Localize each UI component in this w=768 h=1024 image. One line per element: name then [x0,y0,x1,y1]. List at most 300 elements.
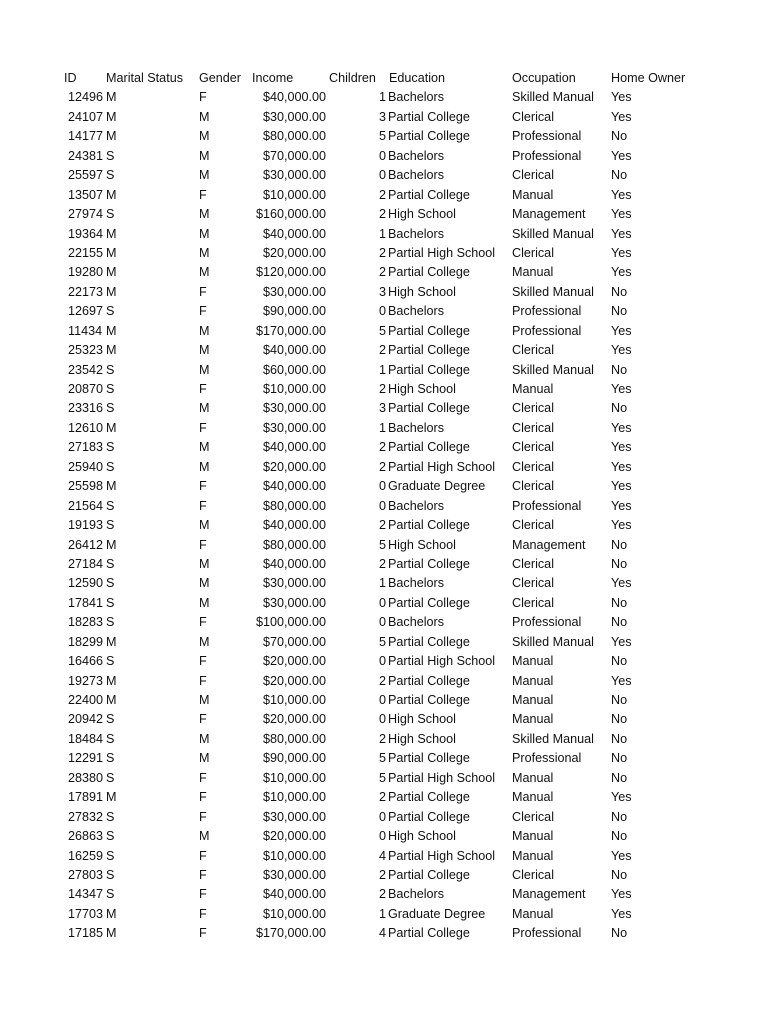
cell-income: $30,000.00 [262,420,326,435]
cell-id: 20870 [68,382,104,396]
cell-marital-status: S [106,148,115,163]
cell-occupation: Clerical [512,595,554,610]
table-row [0,225,768,244]
cell-home-owner: No [611,751,628,766]
table-row [0,166,768,185]
cell-education: Bachelors [388,304,445,319]
cell-education: High School [388,829,456,844]
table-row [0,536,768,555]
cell-home-owner: Yes [611,673,632,688]
cell-marital-status: M [106,790,117,805]
cell-income: $120,000.00 [255,265,326,280]
cell-income: $40,000.00 [262,343,326,358]
cell-income: $30,000.00 [262,809,326,824]
table-row [0,633,768,652]
cell-marital-status: M [106,420,117,435]
cell-gender: F [199,770,207,785]
cell-education: Partial College [388,926,470,941]
table-row [0,341,768,360]
cell-marital-status: M [106,109,117,124]
cell-gender: M [199,109,210,124]
cell-id: 19273 [68,673,104,688]
cell-occupation: Clerical [512,440,554,455]
cell-occupation: Manual [512,382,554,396]
cell-occupation: Manual [512,829,554,844]
cell-marital-status: S [106,712,115,727]
cell-marital-status: M [106,187,117,202]
cell-occupation: Clerical [512,245,554,260]
cell-id: 17703 [68,906,104,921]
cell-gender: M [199,829,210,844]
cell-occupation: Skilled Manual [512,284,594,299]
cell-marital-status: S [106,654,115,669]
cell-income: $20,000.00 [262,245,326,260]
cell-occupation: Manual [512,673,554,688]
cell-home-owner: Yes [611,906,632,921]
cell-marital-status: M [106,265,117,280]
cell-home-owner: No [611,168,628,183]
cell-children: 2 [379,245,387,260]
cell-children: 2 [379,790,387,805]
cell-education: Partial College [388,343,470,358]
table-row [0,555,768,574]
cell-occupation: Clerical [512,168,554,183]
cell-income: $30,000.00 [262,576,326,591]
cell-gender: F [199,906,207,921]
cell-education: Bachelors [388,168,445,183]
cell-income: $30,000.00 [262,168,326,183]
cell-income: $10,000.00 [262,790,326,805]
table-row [0,788,768,807]
cell-education: High School [388,712,456,727]
cell-home-owner: No [611,654,628,669]
cell-home-owner: Yes [611,245,632,260]
cell-education: Partial College [388,129,470,144]
cell-children: 3 [379,109,387,124]
cell-occupation: Professional [512,751,582,766]
cell-id: 17891 [68,790,104,805]
cell-education: Partial College [388,595,470,610]
cell-marital-status: M [106,343,117,358]
header-education: Education [389,71,446,85]
cell-id: 20942 [68,712,104,727]
cell-home-owner: Yes [611,498,632,513]
cell-gender: F [199,867,207,882]
cell-children: 5 [379,537,387,552]
cell-home-owner: Yes [611,440,632,455]
table-row [0,322,768,341]
header-children: Children [329,71,376,85]
cell-occupation: Professional [512,129,582,144]
cell-gender: M [199,323,210,338]
cell-education: Bachelors [388,148,445,163]
cell-home-owner: Yes [611,420,632,435]
cell-marital-status: S [106,498,115,513]
cell-marital-status: S [106,401,115,416]
cell-income: $40,000.00 [262,479,326,494]
cell-children: 2 [379,343,387,358]
cell-marital-status: S [106,440,115,455]
cell-income: $30,000.00 [262,284,326,299]
table-row [0,691,768,710]
cell-home-owner: No [611,731,628,746]
cell-occupation: Clerical [512,459,554,474]
cell-marital-status: S [106,770,115,785]
cell-education: Partial College [388,634,470,649]
cell-home-owner: Yes [611,323,632,338]
cell-income: $20,000.00 [262,712,326,727]
table-row [0,866,768,885]
cell-marital-status: S [106,576,115,591]
cell-home-owner: No [611,401,628,416]
cell-occupation: Skilled Manual [512,731,594,746]
cell-gender: F [199,90,207,105]
cell-education: High School [388,731,456,746]
cell-id: 27184 [68,556,104,571]
cell-children: 2 [379,207,387,222]
cell-marital-status: M [106,284,117,299]
cell-gender: M [199,148,210,163]
cell-marital-status: S [106,848,115,863]
cell-marital-status: M [106,479,117,494]
cell-children: 2 [379,382,387,396]
cell-education: Partial College [388,362,470,377]
cell-gender: F [199,809,207,824]
cell-home-owner: No [611,362,628,377]
table-row [0,88,768,107]
cell-income: $20,000.00 [262,673,326,688]
table-row [0,905,768,924]
cell-gender: M [199,129,210,144]
cell-children: 0 [379,829,387,844]
cell-education: High School [388,207,456,222]
cell-children: 1 [379,226,387,241]
cell-education: Partial College [388,556,470,571]
cell-education: Bachelors [388,498,445,513]
cell-gender: F [199,284,207,299]
cell-education: Partial College [388,809,470,824]
cell-education: Partial College [388,790,470,805]
table-row [0,827,768,846]
cell-home-owner: Yes [611,148,632,163]
cell-children: 0 [379,498,387,513]
table-row [0,399,768,418]
cell-education: Partial College [388,323,470,338]
cell-gender: M [199,518,210,533]
cell-children: 5 [379,634,387,649]
cell-children: 4 [379,848,387,863]
cell-id: 16259 [68,848,104,863]
header-gender: Gender [199,71,242,85]
cell-marital-status: M [106,906,117,921]
cell-marital-status: S [106,867,115,882]
cell-occupation: Clerical [512,109,554,124]
cell-id: 14347 [68,887,104,902]
cell-income: $80,000.00 [262,129,326,144]
cell-education: Graduate Degree [388,479,486,494]
cell-education: Partial College [388,265,470,280]
cell-income: $90,000.00 [262,304,326,319]
cell-occupation: Skilled Manual [512,226,594,241]
cell-income: $20,000.00 [262,654,326,669]
cell-occupation: Manual [512,770,554,785]
cell-marital-status: S [106,809,115,824]
table-row [0,574,768,593]
cell-gender: F [199,479,207,494]
cell-children: 2 [379,187,387,202]
cell-income: $40,000.00 [262,887,326,902]
cell-id: 27974 [68,207,104,222]
cell-education: Partial College [388,109,470,124]
cell-gender: F [199,187,207,202]
cell-occupation: Clerical [512,420,554,435]
cell-home-owner: No [611,615,628,630]
cell-occupation: Manual [512,265,554,280]
cell-gender: M [199,265,210,280]
cell-id: 19193 [68,518,104,533]
cell-children: 1 [379,576,387,591]
cell-occupation: Manual [512,693,554,707]
cell-children: 2 [379,731,387,746]
cell-marital-status: M [106,129,117,144]
cell-occupation: Skilled Manual [512,634,594,649]
cell-income: $40,000.00 [262,226,326,241]
cell-children: 2 [379,673,387,688]
cell-id: 26863 [68,829,104,844]
cell-children: 0 [379,595,387,610]
cell-gender: M [199,401,210,416]
cell-id: 21564 [68,498,104,513]
cell-marital-status: S [106,168,115,183]
cell-education: Partial High School [388,770,496,785]
cell-income: $40,000.00 [262,90,326,105]
cell-income: $30,000.00 [262,867,326,882]
cell-home-owner: No [611,537,628,552]
cell-education: Graduate Degree [388,906,486,921]
cell-home-owner: No [611,595,628,610]
cell-children: 0 [379,712,387,727]
table-row [0,108,768,127]
cell-occupation: Management [512,207,586,222]
cell-home-owner: Yes [611,848,632,863]
table-row [0,205,768,224]
cell-income: $80,000.00 [262,537,326,552]
table-row [0,186,768,205]
cell-children: 5 [379,770,387,785]
table-row [0,147,768,166]
cell-gender: F [199,887,207,902]
cell-marital-status: S [106,887,115,902]
cell-home-owner: No [611,304,628,319]
cell-home-owner: No [611,867,628,882]
cell-children: 2 [379,887,387,902]
cell-id: 23316 [68,401,104,416]
cell-id: 26412 [68,537,104,552]
cell-children: 0 [379,654,387,669]
table-row [0,516,768,535]
cell-id: 25940 [68,459,104,474]
cell-id: 12697 [68,304,104,319]
cell-gender: M [199,459,210,474]
cell-children: 5 [379,323,387,338]
cell-income: $60,000.00 [262,362,326,377]
cell-id: 16466 [68,654,104,669]
cell-id: 17185 [68,926,104,941]
cell-occupation: Clerical [512,576,554,591]
cell-id: 27832 [68,809,104,824]
cell-gender: M [199,595,210,610]
cell-home-owner: Yes [611,459,632,474]
cell-income: $170,000.00 [255,926,326,941]
cell-marital-status: M [106,90,117,105]
cell-marital-status: S [106,362,115,377]
cell-occupation: Management [512,537,586,552]
cell-home-owner: Yes [611,187,632,202]
cell-income: $10,000.00 [262,770,326,785]
cell-children: 1 [379,90,387,105]
cell-occupation: Clerical [512,867,554,882]
cell-gender: F [199,712,207,727]
cell-home-owner: No [611,129,628,144]
cell-gender: M [199,731,210,746]
cell-gender: M [199,751,210,766]
spreadsheet [0,69,768,944]
table-row [0,438,768,457]
table-row [0,458,768,477]
cell-occupation: Professional [512,148,582,163]
cell-children: 2 [379,459,387,474]
cell-home-owner: No [611,556,628,571]
cell-occupation: Professional [512,323,582,338]
cell-income: $40,000.00 [262,518,326,533]
cell-income: $90,000.00 [262,751,326,766]
cell-occupation: Professional [512,304,582,319]
cell-id: 18299 [68,634,104,649]
cell-id: 12496 [68,90,104,105]
cell-gender: F [199,654,207,669]
cell-education: Partial College [388,401,470,416]
cell-education: Partial College [388,673,470,688]
cell-marital-status: M [106,226,117,241]
cell-gender: M [199,168,210,183]
cell-education: Bachelors [388,887,445,902]
cell-home-owner: Yes [611,887,632,902]
cell-children: 5 [379,129,387,144]
cell-id: 18484 [68,731,104,746]
cell-education: Partial College [388,518,470,533]
cell-id: 22400 [68,693,104,707]
cell-income: $80,000.00 [262,731,326,746]
cell-home-owner: No [611,926,628,941]
cell-education: Partial College [388,751,470,766]
cell-income: $100,000.00 [255,615,326,630]
cell-id: 12291 [68,751,104,766]
table-row [0,885,768,904]
cell-children: 1 [379,362,387,377]
cell-id: 19364 [68,226,104,241]
cell-home-owner: Yes [611,207,632,222]
cell-id: 28380 [68,770,104,785]
cell-gender: F [199,615,207,630]
cell-id: 18283 [68,615,104,630]
cell-marital-status: S [106,829,115,844]
cell-marital-status: M [106,673,117,688]
cell-marital-status: M [106,634,117,649]
cell-id: 19280 [68,265,104,280]
cell-home-owner: Yes [611,90,632,105]
cell-education: High School [388,284,456,299]
cell-marital-status: S [106,382,115,396]
table-row [0,672,768,691]
cell-occupation: Manual [512,848,554,863]
cell-id: 13507 [68,187,104,202]
table-row [0,924,768,943]
header-income: Income [252,71,294,85]
cell-occupation: Clerical [512,401,554,416]
cell-marital-status: S [106,207,115,222]
cell-id: 14177 [68,129,104,144]
cell-gender: F [199,382,207,396]
cell-gender: M [199,362,210,377]
cell-gender: M [199,343,210,358]
cell-children: 3 [379,401,387,416]
cell-home-owner: Yes [611,265,632,280]
cell-id: 12590 [68,576,104,591]
table-row [0,244,768,263]
cell-gender: M [199,207,210,222]
cell-gender: M [199,226,210,241]
table-row [0,769,768,788]
cell-education: Bachelors [388,226,445,241]
header-row [0,69,768,88]
cell-occupation: Professional [512,615,582,630]
cell-home-owner: No [611,809,628,824]
cell-income: $40,000.00 [262,440,326,455]
cell-occupation: Clerical [512,518,554,533]
cell-marital-status: S [106,595,115,610]
cell-education: Partial High School [388,848,496,863]
cell-income: $70,000.00 [262,634,326,649]
cell-home-owner: No [611,770,628,785]
cell-home-owner: Yes [611,634,632,649]
cell-gender: F [199,673,207,688]
cell-marital-status: S [106,518,115,533]
cell-education: Partial High School [388,654,496,669]
cell-gender: M [199,245,210,260]
cell-gender: F [199,304,207,319]
cell-occupation: Clerical [512,343,554,358]
header-marital-status: Marital Status [106,71,183,85]
cell-education: Bachelors [388,420,445,435]
table-row [0,497,768,516]
cell-marital-status: S [106,615,115,630]
cell-children: 2 [379,518,387,533]
cell-home-owner: Yes [611,226,632,241]
cell-income: $30,000.00 [262,401,326,416]
cell-occupation: Professional [512,926,582,941]
cell-marital-status: M [106,693,117,707]
cell-gender: M [199,693,210,707]
cell-home-owner: No [611,693,628,707]
cell-education: Bachelors [388,576,445,591]
cell-marital-status: M [106,323,117,338]
cell-marital-status: M [106,245,117,260]
cell-occupation: Clerical [512,479,554,494]
table-row [0,127,768,146]
cell-children: 3 [379,284,387,299]
cell-income: $10,000.00 [262,187,326,202]
cell-income: $30,000.00 [262,109,326,124]
